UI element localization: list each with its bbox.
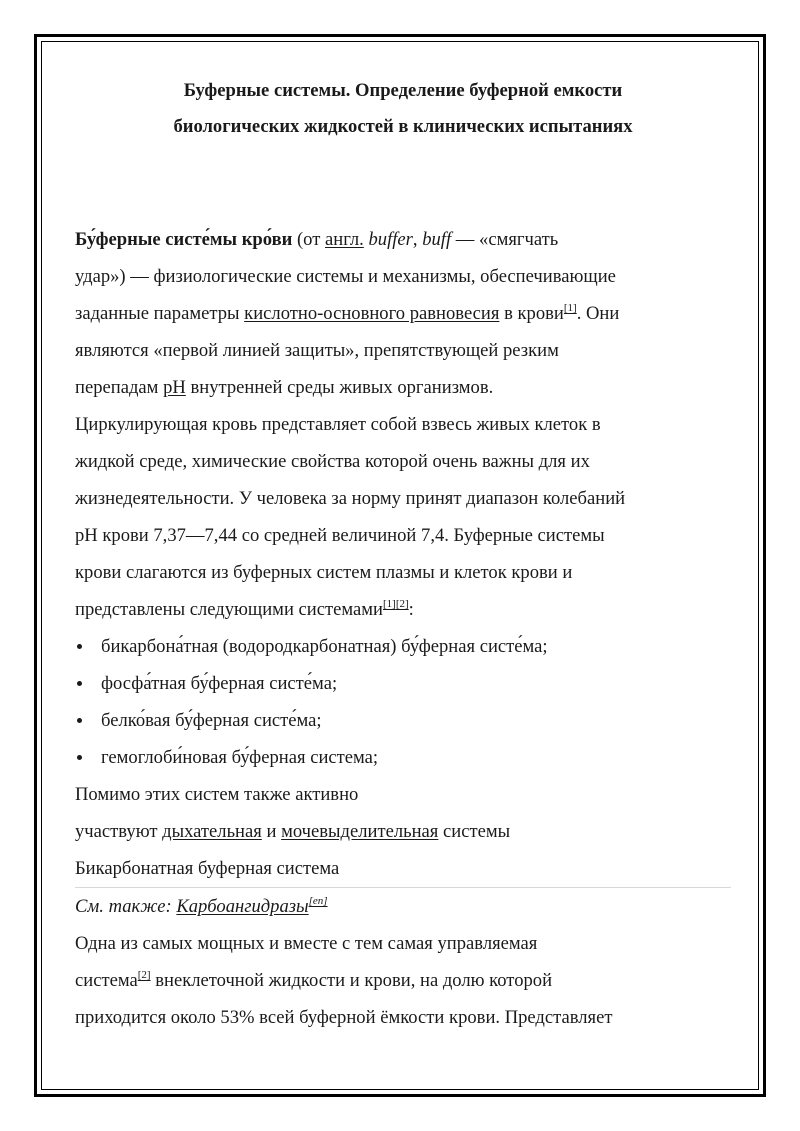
title-line-2: биологических жидкостей в клинических испытаниях [173, 116, 633, 137]
link-urinary[interactable]: мочевыделительная [281, 821, 439, 842]
see-also-note: См. также: Карбоангидразы[en] [75, 895, 328, 917]
link-respiratory[interactable]: дыхательная [162, 821, 262, 842]
link-carbonic-anhydrases[interactable]: Карбоангидразы [176, 896, 309, 917]
footnote-ref-en[interactable]: [en] [308, 895, 328, 907]
link-ph[interactable]: pH [163, 377, 186, 398]
list-item: гемоглоби́новая бу́ферная система; [75, 739, 731, 776]
document-page [34, 34, 766, 1097]
section-heading: Бикарбонатная буферная система [75, 850, 731, 888]
buffer-systems-list [75, 628, 731, 776]
document-content [75, 73, 731, 1036]
list-item: фосфа́тная бу́ферная систе́ма; [75, 665, 731, 702]
title-line-1: Буферные системы. Определение буферной емкости [183, 80, 623, 101]
term-buffer-systems: Бу́ферные систе́мы кро́ви [75, 229, 293, 250]
blood-paragraph: Циркулирующая кровь представляет собой взвесь живых клеток в жидкой среде, химические свойства которой очень важны для их жизнедеятельности. У человека за норму принят диапазон колебаний pH крови 7,37—7,44 со средней величиной 7,4. Буферные системы крови слагаются из буферных систем плазмы и клеток крови и представлены следующими системами[1][2]: [75, 414, 626, 620]
list-item: белко́вая бу́ферная систе́ма; [75, 702, 731, 739]
footnote-ref-2[interactable]: [2] [395, 598, 409, 610]
document-title [75, 73, 731, 145]
list-item: бикарбона́тная (водородкарбонатная) бу́ферная систе́ма; [75, 628, 731, 665]
link-angl[interactable]: англ. [325, 229, 364, 250]
bicarbonate-paragraph: Одна из самых мощных и вместе с тем самая управляемая система[2] внеклеточной жидкости и крови, на долю которой приходится около 53% всей буферной ёмкости крови. Представляет [75, 933, 613, 1028]
link-acid-base-balance[interactable]: кислотно-основного равновесия [244, 303, 500, 324]
footnote-ref-1[interactable]: [1] [563, 302, 577, 314]
organs-paragraph: Помимо этих систем также активно участвуют дыхательная и мочевыделительная системы [75, 784, 511, 842]
footnote-ref-2[interactable]: [2] [137, 969, 151, 981]
intro-paragraph: Бу́ферные систе́мы кро́ви (от англ. buffer, buff — «смягчать удар») — физиологические системы и механизмы, обеспечивающие заданные параметры кислотно-основного равновесия в крови[1]. Они являются «первой линией защиты», препятствующей резким перепадам pH внутренней среды живых организмов. [75, 229, 620, 398]
footnote-ref-1[interactable]: [1] [383, 598, 396, 610]
